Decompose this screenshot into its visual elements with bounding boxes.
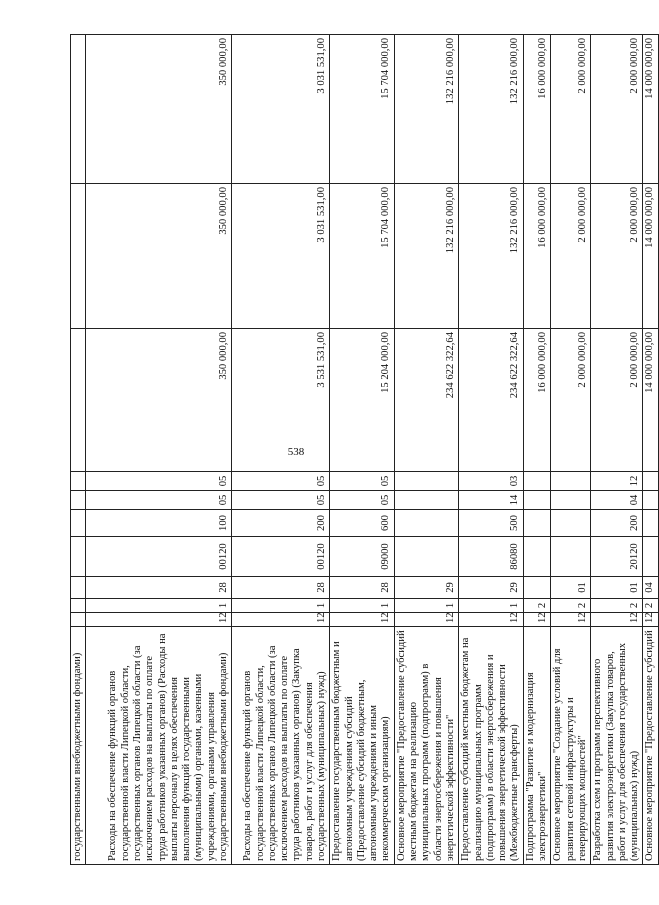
code-subprogram: 2 [523, 599, 551, 613]
code-program: 12 [86, 613, 232, 627]
row-description: Подпрограмма "Развитие и модернизация электроэнергетики" [523, 627, 551, 865]
row-description: Основное мероприятие "Предоставление субсидий местным бюджетам на реализацию муниципальных программ (подпрограмм) в области энергосбережения и повышения энергетической эффективности" [394, 627, 458, 865]
amount-year-3: 14 000 000,00 [643, 35, 658, 184]
amount-year-1: 350 000,00 [86, 329, 232, 472]
code-subprogram: 1 [394, 599, 458, 613]
row-description: государственными внебюджетными фондами) [71, 627, 86, 865]
code-section [523, 491, 551, 510]
code-direction: 20120 [591, 537, 643, 577]
code-direction [643, 537, 658, 577]
rotated-page-content [70, 35, 656, 865]
code-subsection [643, 472, 658, 491]
code-subsection [394, 472, 458, 491]
code-program: 12 [523, 613, 551, 627]
code-subsection: 05 [330, 472, 394, 491]
amount-year-1: 234 622 322,64 [459, 329, 523, 472]
code-expense-type [523, 510, 551, 537]
code-expense-type [551, 510, 591, 537]
amount-year-3: 16 000 000,00 [523, 35, 551, 184]
amount-year-1 [71, 329, 86, 472]
amount-year-1: 16 000 000,00 [523, 329, 551, 472]
code-direction: 09000 [330, 537, 394, 577]
code-expense-type: 100 [86, 510, 232, 537]
code-main-event: 28 [330, 577, 394, 599]
code-main-event: 01 [551, 577, 591, 599]
amount-year-2: 132 216 000,00 [394, 184, 458, 329]
code-program: 12 [551, 613, 591, 627]
code-main-event: 01 [591, 577, 643, 599]
code-subprogram: 1 [86, 599, 232, 613]
table-body [71, 35, 659, 865]
amount-year-2: 14 000 000,00 [643, 184, 658, 329]
code-main-event: 29 [459, 577, 523, 599]
code-direction [523, 537, 551, 577]
code-subsection: 03 [459, 472, 523, 491]
code-main-event: 04 [643, 577, 658, 599]
amount-year-2: 2 000 000,00 [591, 184, 643, 329]
table-row [459, 35, 523, 865]
row-description: Предоставление государственным бюджетным и автономным учреждениям субсидий (Предоставление субсидий бюджетным, автономным учреждениям и иным некоммерческим организациям) [330, 627, 394, 865]
code-subprogram: 1 [459, 599, 523, 613]
code-section [551, 491, 591, 510]
code-direction: 00120 [86, 537, 232, 577]
amount-year-3: 2 000 000,00 [551, 35, 591, 184]
amount-year-1: 3 531 531,00 [232, 329, 330, 472]
code-subsection: 12 [591, 472, 643, 491]
row-description: Расходы на обеспечение функций органов государственной власти Липецкой области, государственных органов Липецкой области (за исключением расходов на выплаты по оплате труда работников указанных органов) (Расходы на выплаты персоналу в целях обеспечения выполнения функций государственными (муниципальными) органами, казенными учреждениями, органами управления государственными внебюджетными фондами) [86, 627, 232, 865]
row-description: Разработка схем и программ перспективного развития электроэнергетики (Закупка товаров, работ и услуг для обеспечения государственных (муниципальных) нужд) [591, 627, 643, 865]
code-expense-type: 200 [232, 510, 330, 537]
amount-year-2: 3 031 531,00 [232, 184, 330, 329]
budget-table [70, 34, 659, 865]
table-row [591, 35, 643, 865]
code-subsection: 05 [86, 472, 232, 491]
amount-year-2: 16 000 000,00 [523, 184, 551, 329]
code-program: 12 [330, 613, 394, 627]
row-description: Основное мероприятие "Создание условий для развития сетевой инфраструктуры и генерирующих мощностей" [551, 627, 591, 865]
amount-year-2: 2 000 000,00 [551, 184, 591, 329]
table-row [523, 35, 551, 865]
code-subsection [551, 472, 591, 491]
amount-year-2 [71, 184, 86, 329]
code-program: 12 [643, 613, 658, 627]
code-section: 14 [459, 491, 523, 510]
code-section: 05 [86, 491, 232, 510]
code-expense-type [394, 510, 458, 537]
code-program: 12 [232, 613, 330, 627]
code-subsection [523, 472, 551, 491]
amount-year-1: 15 204 000,00 [330, 329, 394, 472]
amount-year-1: 14 000 000,00 [643, 329, 658, 472]
code-subsection [71, 472, 86, 491]
table-row [551, 35, 591, 865]
amount-year-2: 350 000,00 [86, 184, 232, 329]
code-expense-type: 600 [330, 510, 394, 537]
code-main-event [71, 577, 86, 599]
amount-year-2: 15 704 000,00 [330, 184, 394, 329]
code-expense-type [643, 510, 658, 537]
code-subprogram [71, 599, 86, 613]
code-direction: 00120 [232, 537, 330, 577]
code-section: 04 [591, 491, 643, 510]
code-subprogram: 2 [591, 599, 643, 613]
code-main-event [523, 577, 551, 599]
amount-year-1: 2 000 000,00 [551, 329, 591, 472]
table-row [643, 35, 658, 865]
table-row [86, 35, 232, 865]
amount-year-3: 2 000 000,00 [591, 35, 643, 184]
amount-year-3: 15 704 000,00 [330, 35, 394, 184]
code-direction [394, 537, 458, 577]
amount-year-2: 132 216 000,00 [459, 184, 523, 329]
code-main-event: 28 [86, 577, 232, 599]
code-subprogram: 2 [643, 599, 658, 613]
row-description: Основное мероприятие "Предоставление субсидий [643, 627, 658, 865]
code-section: 05 [232, 491, 330, 510]
code-expense-type: 200 [591, 510, 643, 537]
table-row [394, 35, 458, 865]
code-section [71, 491, 86, 510]
code-section: 05 [330, 491, 394, 510]
amount-year-3: 350 000,00 [86, 35, 232, 184]
code-expense-type: 500 [459, 510, 523, 537]
table-row [330, 35, 394, 865]
amount-year-3 [71, 35, 86, 184]
code-direction: 86080 [459, 537, 523, 577]
code-direction [551, 537, 591, 577]
code-program: 12 [394, 613, 458, 627]
table-row [232, 35, 330, 865]
code-main-event: 28 [232, 577, 330, 599]
amount-year-3: 3 031 531,00 [232, 35, 330, 184]
code-section [394, 491, 458, 510]
amount-year-3: 132 216 000,00 [459, 35, 523, 184]
code-subprogram: 2 [551, 599, 591, 613]
amount-year-3: 132 216 000,00 [394, 35, 458, 184]
page-number: 538 [287, 446, 305, 458]
code-direction [71, 537, 86, 577]
table-row [71, 35, 86, 865]
code-program [71, 613, 86, 627]
row-description: Расходы на обеспечение функций органов государственной власти Липецкой области, государственных органов Липецкой области (за исключением расходов на выплаты по оплате труда работников указанных органов) (Закупка товаров, работ и услуг для обеспечения государственных (муниципальных) нужд) [232, 627, 330, 865]
code-section [643, 491, 658, 510]
code-main-event: 29 [394, 577, 458, 599]
code-program: 12 [591, 613, 643, 627]
code-subprogram: 1 [330, 599, 394, 613]
row-description: Предоставление субсидий местным бюджетам на реализацию муниципальных программ (подпрограмм) в области энергосбережения и повышения энергетической эффективности (Межбюджетные трансферты) [459, 627, 523, 865]
code-expense-type [71, 510, 86, 537]
amount-year-1: 2 000 000,00 [591, 329, 643, 472]
code-program: 12 [459, 613, 523, 627]
code-subsection: 05 [232, 472, 330, 491]
code-subprogram: 1 [232, 599, 330, 613]
amount-year-1: 234 622 322,64 [394, 329, 458, 472]
